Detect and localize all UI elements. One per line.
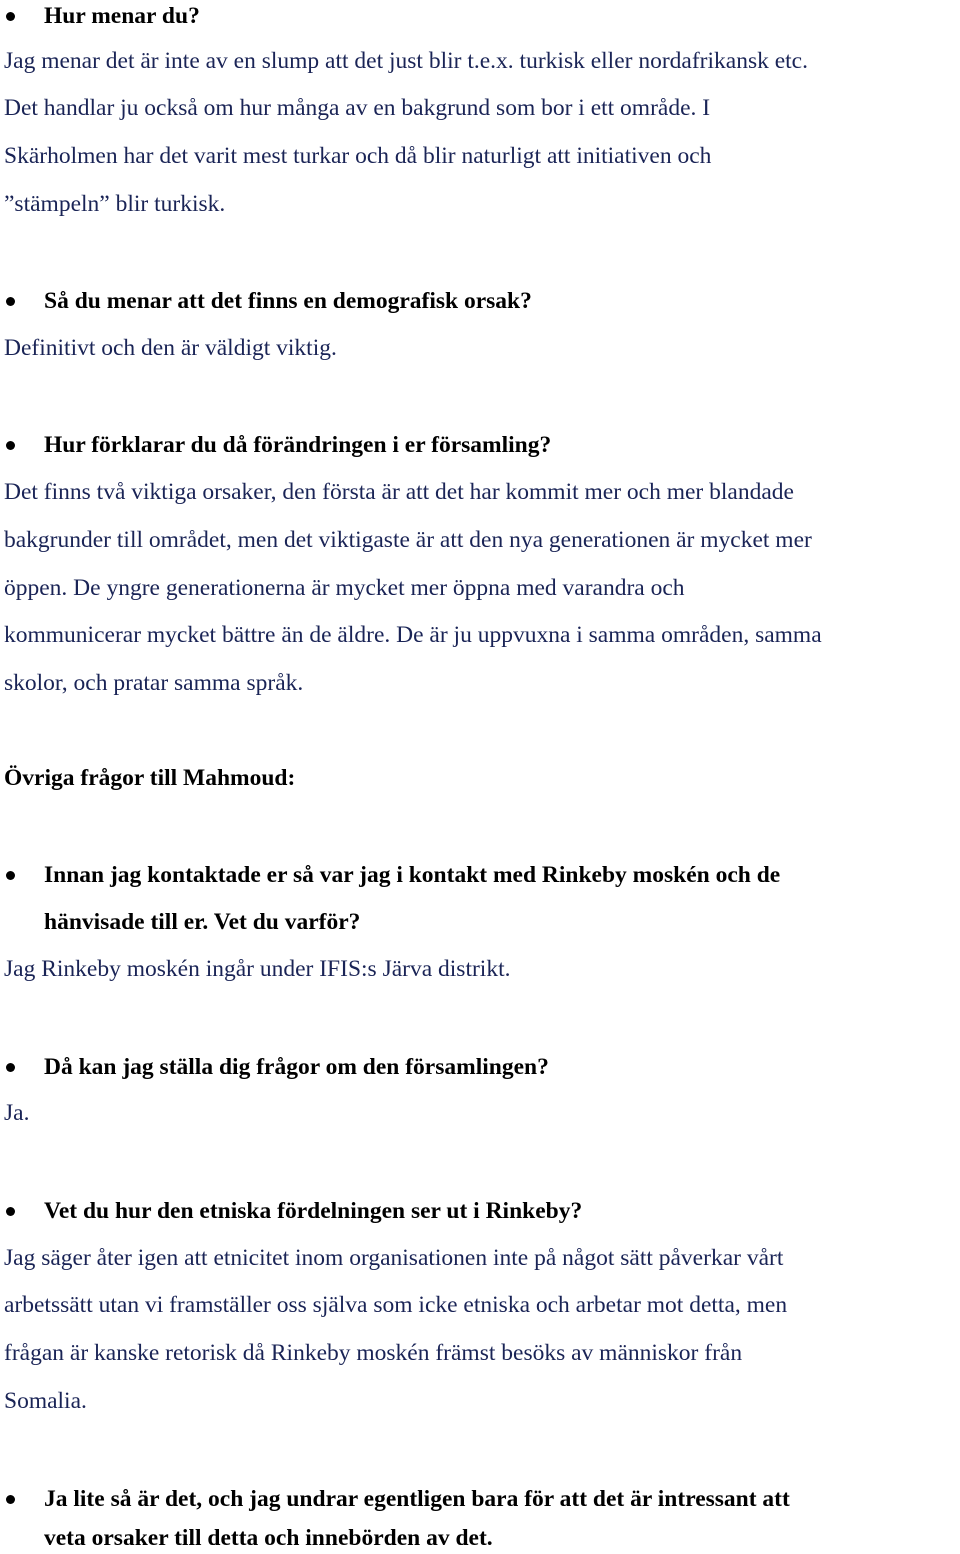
question-fragor-forsamlingen: Då kan jag ställa dig frågor om den församlingen? — [44, 1054, 549, 1080]
question-etniska-fordelningen: Vet du hur den etniska fördelningen ser ut i Rinkeby? — [44, 1198, 583, 1224]
answer-line: frågan är kanske retorisk då Rinkeby moskén främst besöks av människor från — [4, 1340, 743, 1366]
answer-line: Det finns två viktiga orsaker, den första är att det har kommit mer och mer blandade — [4, 479, 794, 505]
bullet-icon — [6, 871, 15, 880]
answer-line: Definitivt och den är väldigt viktig. — [4, 335, 337, 361]
question-rinkeby-kontakt-cont: hänvisade till er. Vet du varför? — [44, 909, 361, 935]
question-ja-lite-sa: Ja lite så är det, och jag undrar egentligen bara för att det är intressant att — [44, 1486, 790, 1512]
bullet-icon — [6, 1207, 15, 1216]
bullet-icon — [6, 441, 15, 450]
question-demografisk-orsak: Så du menar att det finns en demografisk orsak? — [44, 288, 532, 314]
bullet-icon — [6, 1063, 15, 1072]
answer-line: Somalia. — [4, 1388, 87, 1414]
answer-line: skolor, och pratar samma språk. — [4, 670, 304, 696]
answer-line: Ja. — [4, 1100, 30, 1126]
answer-line: ”stämpeln” blir turkisk. — [4, 191, 226, 217]
answer-line: arbetssätt utan vi framställer oss själva som icke etniska och arbetar mot detta, men — [4, 1292, 788, 1318]
answer-line: Det handlar ju också om hur många av en bakgrund som bor i ett område. I — [4, 95, 711, 121]
answer-line: Jag säger åter igen att etnicitet inom organisationen inte på något sätt påverkar vårt — [4, 1245, 784, 1271]
bullet-icon — [6, 1495, 15, 1504]
answer-line: Jag menar det är inte av en slump att det just blir t.e.x. turkisk eller nordafrikansk etc. — [4, 48, 808, 74]
answer-line: öppen. De yngre generationerna är mycket mer öppna med varandra och — [4, 575, 685, 601]
section-heading: Övriga frågor till Mahmoud: — [4, 765, 296, 791]
bullet-icon — [6, 12, 15, 21]
question-hur-menar-du: Hur menar du? — [44, 3, 200, 29]
question-forandringen: Hur förklarar du då förändringen i er församling? — [44, 432, 552, 458]
question-ja-lite-sa-cont: veta orsaker till detta och innebörden av det. — [44, 1525, 493, 1551]
answer-line: kommunicerar mycket bättre än de äldre. De är ju uppvuxna i samma områden, samma — [4, 622, 822, 648]
bullet-icon — [6, 297, 15, 306]
question-rinkeby-kontakt: Innan jag kontaktade er så var jag i kontakt med Rinkeby moskén och de — [44, 862, 781, 888]
answer-line: bakgrunder till området, men det viktigaste är att den nya generationen är mycket mer — [4, 527, 812, 553]
answer-line: Skärholmen har det varit mest turkar och då blir naturligt att initiativen och — [4, 143, 712, 169]
answer-line: Jag Rinkeby moskén ingår under IFIS:s Järva distrikt. — [4, 956, 511, 982]
